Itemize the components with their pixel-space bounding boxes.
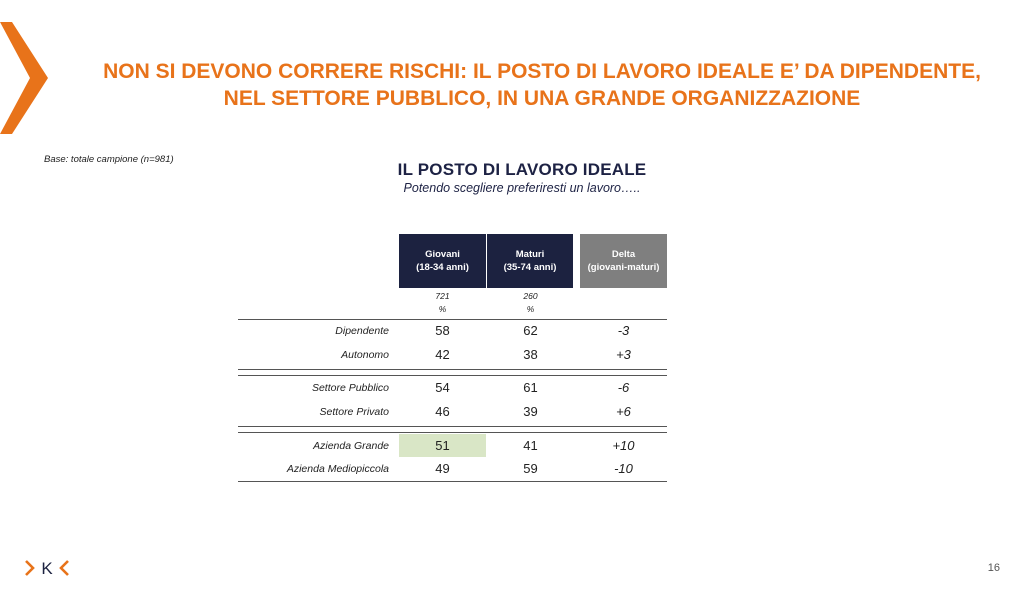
sample-size-maturi xyxy=(487,290,574,316)
divider xyxy=(238,481,667,482)
divider xyxy=(238,432,667,433)
cell-maturi: 61 xyxy=(523,380,538,395)
cell-maturi: 41 xyxy=(523,438,538,453)
column-header-sub: (giovani-maturi) xyxy=(587,262,660,273)
sample-unit: % xyxy=(526,304,535,314)
sample-n: 721 xyxy=(435,291,450,301)
table-heading-block xyxy=(372,160,672,195)
cell-maturi: 38 xyxy=(523,347,538,362)
company-logo xyxy=(24,558,70,578)
column-header-maturi xyxy=(487,234,573,288)
cell-delta: +3 xyxy=(616,347,631,362)
column-header-sub: (35-74 anni) xyxy=(503,262,557,273)
row-label: Azienda Mediopiccola xyxy=(286,463,389,475)
row-label: Settore Privato xyxy=(319,406,389,418)
row-label: Azienda Grande xyxy=(313,440,389,452)
table-subheading: Potendo scegliere preferiresti un lavoro….. xyxy=(403,181,641,195)
divider xyxy=(238,319,667,320)
column-header-giovani xyxy=(399,234,486,288)
cell-maturi: 59 xyxy=(523,461,538,476)
cell-maturi: 39 xyxy=(523,404,538,419)
sample-n: 260 xyxy=(523,291,538,301)
cell-giovani: 54 xyxy=(435,380,450,395)
chevron-brand-icon xyxy=(0,22,48,134)
page-number: 16 xyxy=(987,562,1000,574)
slide-title-line-1: NON SI DEVONO CORRERE RISCHI: IL POSTO DI LAVORO IDEALE E’ DA DIPENDENTE, xyxy=(103,60,981,83)
cell-giovani: 46 xyxy=(435,404,450,419)
divider xyxy=(238,375,667,376)
cell-giovani: 49 xyxy=(435,461,450,476)
slide-title-line-2: NEL SETTORE PUBBLICO, IN UNA GRANDE ORGANIZZAZIONE xyxy=(223,87,861,110)
cell-giovani-highlighted: 51 xyxy=(435,438,450,453)
row-label: Dipendente xyxy=(335,325,389,337)
cell-delta: -6 xyxy=(617,380,630,395)
column-header-delta xyxy=(580,234,667,288)
divider xyxy=(238,426,667,427)
column-header-sub: (18-34 anni) xyxy=(416,262,469,273)
column-header-name: Delta xyxy=(611,249,636,260)
column-header-name: Maturi xyxy=(515,249,545,260)
cell-delta: -3 xyxy=(617,323,630,338)
cell-delta: +6 xyxy=(616,404,631,419)
sample-unit: % xyxy=(438,304,447,314)
svg-text:K: K xyxy=(41,559,53,578)
sample-size-giovani xyxy=(399,290,486,316)
slide-title xyxy=(60,58,1024,112)
table-heading: IL POSTO DI LAVORO IDEALE xyxy=(397,160,647,179)
divider xyxy=(238,369,667,370)
column-header-name: Giovani xyxy=(425,249,460,260)
cell-giovani: 42 xyxy=(435,347,450,362)
base-note: Base: totale campione (n=981) xyxy=(44,154,174,165)
row-label: Autonomo xyxy=(341,349,389,361)
cell-giovani: 58 xyxy=(435,323,450,338)
row-label: Settore Pubblico xyxy=(311,382,389,394)
cell-delta: +10 xyxy=(612,438,635,453)
cell-maturi: 62 xyxy=(523,323,538,338)
cell-delta: -10 xyxy=(614,461,633,476)
